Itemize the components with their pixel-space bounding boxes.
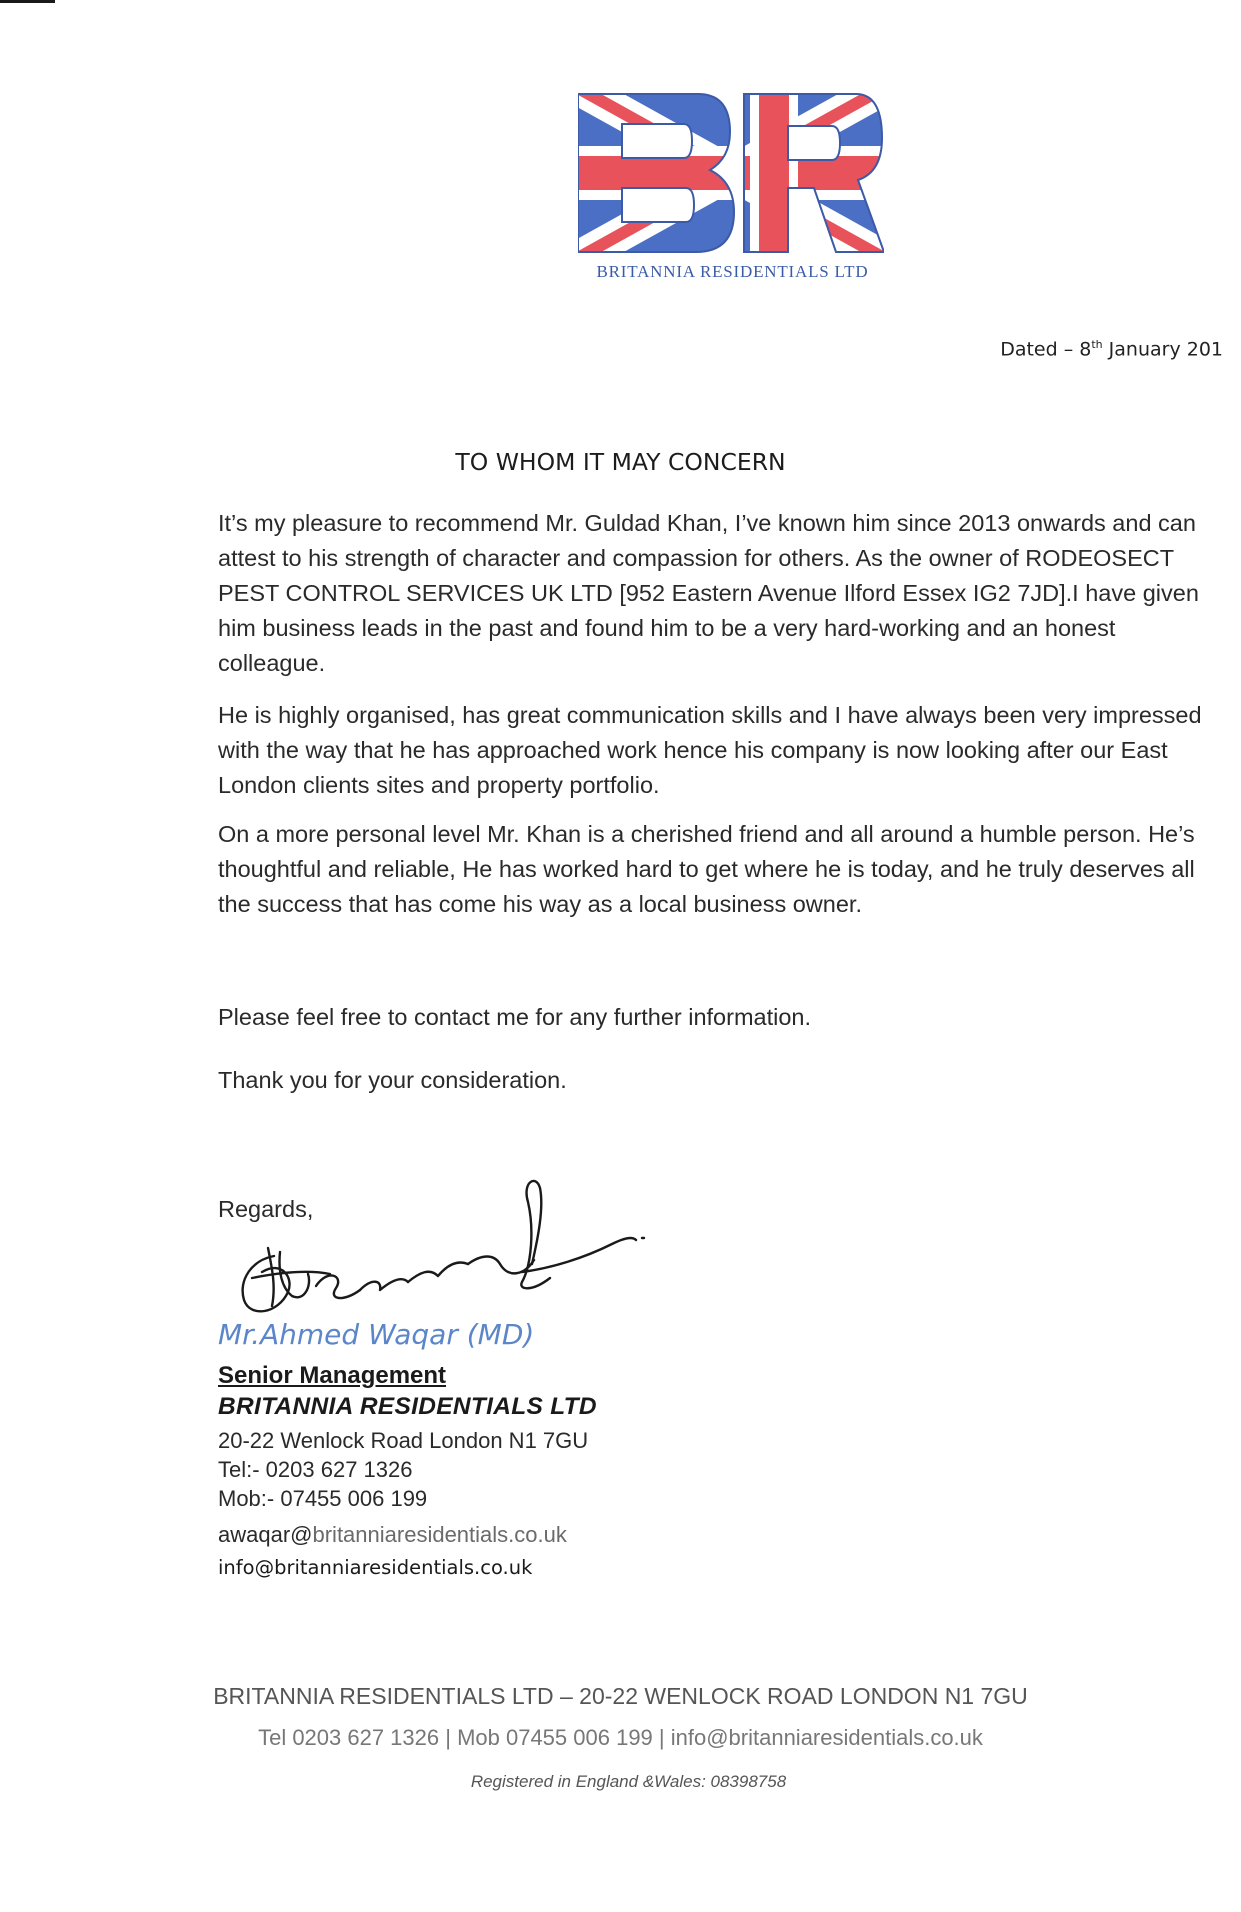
signatory-telephone: Tel:- 0203 627 1326 (218, 1457, 413, 1482)
signatory-name: Mr.Ahmed Waqar (MD) (218, 1318, 535, 1351)
signatory-address: 20-22 Wenlock Road London N1 7GU (218, 1428, 589, 1453)
date-ordinal-suffix: th (1091, 338, 1103, 351)
paragraph-contact: Please feel free to contact me for any further information. (218, 1004, 812, 1030)
footer-registration: Registered in England &Wales: 08398758 (470, 1772, 787, 1791)
letter-heading: TO WHOM IT MAY CONCERN (455, 448, 786, 476)
paragraph-intro: It’s my pleasure to recommend Mr. Guldad Khan, I’ve known him since 2013 onwards and can attest to his strength of character and compassion for others. As the owner of RODEOSECT PEST CONTROL SERVICES UK LTD [952 Eastern Avenue Ilford Essex IG2 7JD].I have given him business leads in the past and found him to be a very hard-working and an honest colleague. (218, 510, 1199, 676)
logo-caption: BRITANNIA RESIDENTIALS LTD (596, 262, 869, 281)
signatory-title: Senior Management (218, 1362, 447, 1389)
email-domain: britanniaresidentials.co.uk (312, 1522, 567, 1547)
signatory-info-email: info@britanniaresidentials.co.uk (218, 1556, 533, 1579)
signatory-email (218, 1522, 567, 1548)
closing-regards: Regards, (218, 1196, 314, 1222)
paragraph-personal: On a more personal level Mr. Khan is a cherished friend and all around a humble person. He’s thoughtful and reliable, He has worked hard to get where he is today, and he truly deserves all the success that has come his way as a local business owner. (218, 821, 1195, 917)
footer-contact-line: Tel 0203 627 1326 | Mob 07455 006 199 | info@britanniaresidentials.co.uk (258, 1725, 983, 1750)
signatory-mobile: Mob:- 07455 006 199 (218, 1486, 428, 1511)
paragraph-thanks: Thank you for your consideration. (218, 1067, 567, 1093)
handwritten-signature (232, 1168, 652, 1328)
britannia-logo (578, 88, 884, 258)
footer-company-address: BRITANNIA RESIDENTIALS LTD – 20-22 WENLOCK ROAD LONDON N1 7GU (213, 1683, 1028, 1709)
signatory-company: BRITANNIA RESIDENTIALS LTD (218, 1393, 597, 1420)
scan-corner-mark (0, 0, 55, 3)
date-rest: January 201 (1102, 338, 1223, 361)
letter-date (1000, 338, 1223, 360)
date-prefix: Dated – 8 (1000, 338, 1092, 361)
paragraph-work: He is highly organised, has great communication skills and I have always been very impressed with the way that he has approached work hence his company is now looking after our East London clients sites and property portfolio. (218, 702, 1202, 798)
email-user: awaqar@ (218, 1522, 313, 1547)
